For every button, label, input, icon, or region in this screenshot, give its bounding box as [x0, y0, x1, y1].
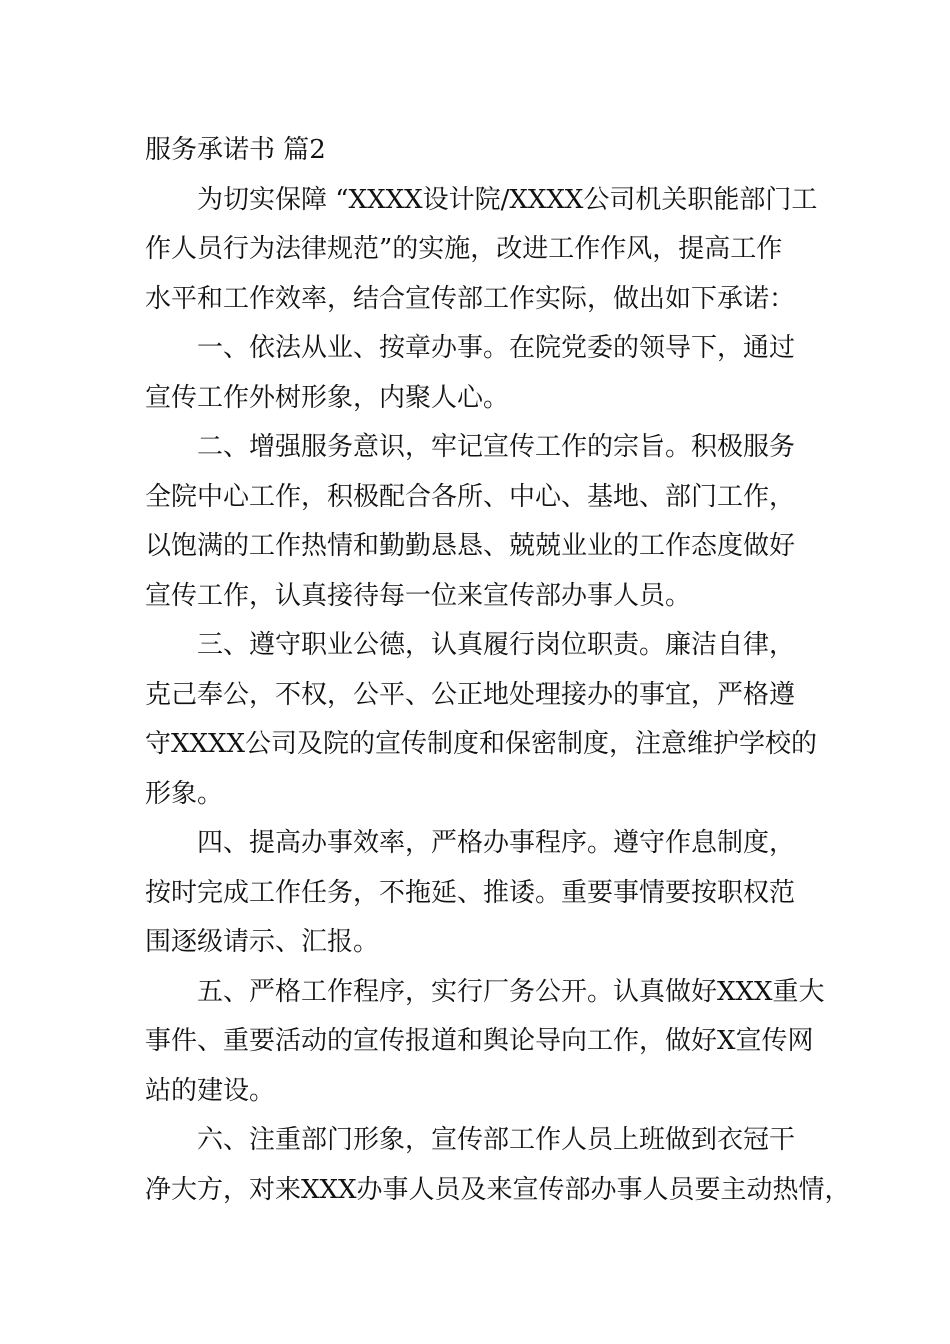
paragraph-line: 宣传工作，认真接待每一位来宣传部办事人员。 — [145, 580, 692, 611]
paragraph-line: 二、增强服务意识，牢记宣传工作的宗旨。积极服务 — [197, 432, 796, 462]
paragraph-line: 五、严格工作程序，实行厂务公开。认真做好XXX重大 — [197, 976, 825, 1007]
paragraph-line: 作人员行为法律规范”的实施，改进工作作风，提高工作 — [145, 234, 783, 264]
paragraph-line: 六、注重部门形象，宣传部工作人员上班做到衣冠干 — [197, 1125, 796, 1155]
document-body — [145, 126, 851, 1215]
paragraph-line: 事件、重要活动的宣传报道和舆论导向工作，做好X宣传网 — [145, 1026, 814, 1056]
paragraph-line: 形象。 — [145, 778, 224, 809]
paragraph-line: 四、提高办事效率，严格办事程序。遵守作息制度， — [197, 828, 796, 858]
paragraph-line: 全院中心工作，积极配合各所、中心、基地、部门工作， — [145, 481, 796, 512]
paragraph-item-1 — [145, 324, 813, 423]
paragraph-line: 守XXXX公司及院的宣传制度和保密制度，注意维护学校的 — [145, 729, 818, 759]
paragraph-line: 净大方，对来XXX办事人员及来宣传部办事人员要主动热情， — [145, 1174, 851, 1205]
paragraph-line: 按时完成工作任务，不拖延、推诿。重要事情要按职权范 — [145, 877, 796, 908]
paragraph-line: 三、遵守职业公德，认真履行岗位职责。廉洁自律， — [197, 630, 796, 660]
paragraph-line: 宣传工作外树形象，内聚人心。 — [145, 382, 510, 413]
document-title: 服务承诺书 篇2 — [145, 135, 326, 165]
paragraph-item-2 — [145, 423, 813, 621]
paragraph-line: 为切实保障 “XXXX设计院/XXXX公司机关职能部门工 — [197, 184, 818, 215]
paragraph-item-3 — [145, 621, 818, 819]
paragraph-item-6 — [145, 1116, 851, 1215]
paragraph-line: 以饱满的工作热情和勤勤恳恳、兢兢业业的工作态度做好 — [145, 531, 796, 561]
paragraph-line: 克己奉公，不权，公平、公正地处理接办的事宜，严格遵 — [145, 679, 796, 710]
paragraph-line: 一、依法从业、按章办事。在院党委的领导下，通过 — [197, 333, 796, 363]
paragraph-line: 水平和工作效率，结合宣传部工作实际，做出如下承诺： — [145, 283, 796, 314]
paragraph-intro — [145, 176, 818, 325]
paragraph-line: 站的建设。 — [145, 1075, 276, 1106]
paragraph-item-4 — [145, 819, 813, 968]
paragraph-line: 围逐级请示、汇报。 — [145, 927, 380, 957]
paragraph-item-5 — [145, 968, 825, 1117]
